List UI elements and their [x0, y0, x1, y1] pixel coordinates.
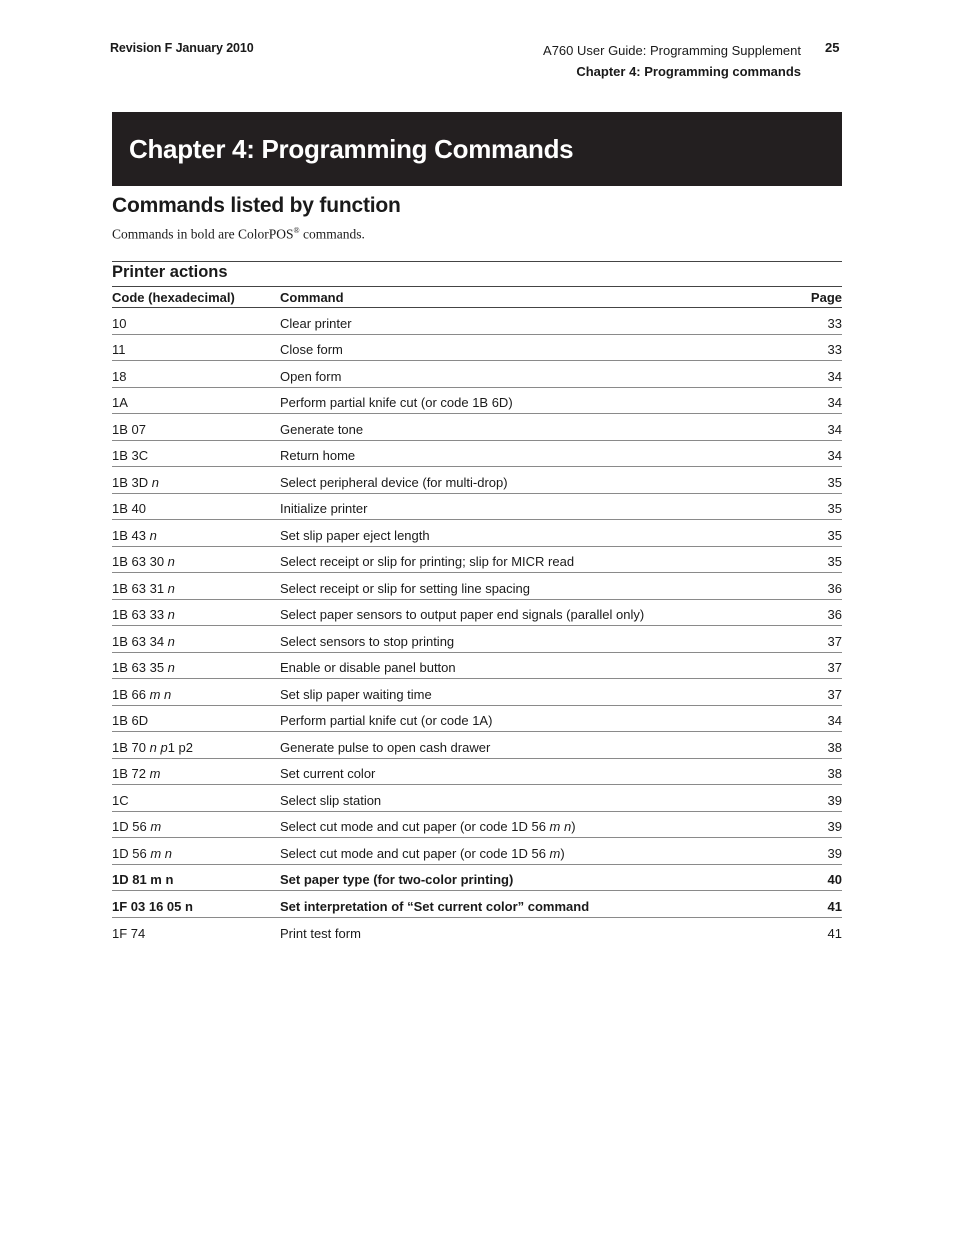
page-cell: 37	[782, 679, 842, 706]
page-cell: 34	[782, 440, 842, 467]
command-argument: m n	[549, 819, 572, 834]
code-cell	[112, 493, 280, 520]
table-row	[112, 493, 842, 520]
code-text: 1B 63 30	[112, 554, 165, 569]
command-cell	[280, 387, 782, 414]
code-cell	[112, 626, 280, 653]
page-cell: 39	[782, 811, 842, 838]
code-cell	[112, 546, 280, 573]
code-text: 1B 40	[112, 501, 146, 516]
page-cell: 37	[782, 626, 842, 653]
code-cell	[112, 838, 280, 865]
command-cell	[280, 732, 782, 759]
page-cell: 33	[782, 308, 842, 335]
code-argument: n	[167, 554, 175, 569]
code-cell	[112, 758, 280, 785]
table-row	[112, 361, 842, 388]
code-cell	[112, 467, 280, 494]
code-argument: n	[167, 660, 175, 675]
command-text: Select peripheral device (for multi-drop)	[280, 474, 508, 490]
page-number: 25	[825, 40, 840, 55]
command-cell	[280, 467, 782, 494]
table-row	[112, 440, 842, 467]
code-argument: n	[167, 580, 175, 596]
code-tail: 1 p2	[167, 739, 193, 755]
command-text: Perform partial knife cut (or code 1B 6D)	[280, 395, 513, 410]
code-argument: n	[151, 474, 159, 490]
command-text: Select cut mode and cut paper (or code 1D 56	[280, 819, 550, 834]
command-cell	[280, 599, 782, 626]
table-row	[112, 573, 842, 600]
code-argument: n	[167, 633, 175, 649]
table-header-row	[112, 287, 842, 308]
registered-mark: ®	[293, 226, 300, 235]
code-text: 11	[112, 342, 126, 357]
command-tail: )	[571, 819, 576, 834]
code-cell	[112, 440, 280, 467]
code-argument: n	[149, 527, 157, 543]
subsection-title: Printer actions	[112, 263, 228, 281]
code-text: 1B 70	[112, 739, 146, 755]
page-cell: 41	[782, 891, 842, 918]
table-row	[112, 599, 842, 626]
column-header-page: Page	[782, 287, 842, 308]
page-cell: 34	[782, 705, 842, 732]
code-text: 1F 03 16 05 n	[112, 898, 193, 914]
page-cell: 35	[782, 546, 842, 573]
page-cell: 34	[782, 361, 842, 388]
command-cell	[280, 811, 782, 838]
command-text: Select cut mode and cut paper (or code 1D 56	[280, 845, 550, 861]
command-text: Select receipt or slip for setting line spacing	[280, 580, 531, 596]
command-text: Open form	[280, 368, 342, 384]
command-text: Perform partial knife cut (or code 1A)	[280, 713, 493, 728]
command-cell	[280, 520, 782, 547]
command-tail: )	[560, 845, 565, 861]
code-cell	[112, 732, 280, 759]
command-cell	[280, 758, 782, 785]
code-text: 1B 63 31	[112, 580, 165, 596]
code-text: 18	[112, 368, 127, 384]
command-text: Select receipt or slip for printing; slip for MICR read	[280, 554, 575, 569]
page-cell: 35	[782, 520, 842, 547]
code-cell	[112, 599, 280, 626]
command-cell	[280, 864, 782, 891]
code-text: 1B 07	[112, 421, 146, 437]
command-text: Set slip paper eject length	[280, 527, 430, 543]
page-cell: 34	[782, 387, 842, 414]
commands-table	[112, 286, 842, 944]
code-cell	[112, 811, 280, 838]
chapter-banner	[112, 112, 842, 186]
command-cell	[280, 838, 782, 865]
code-text: 1B 63 35	[112, 660, 165, 675]
command-text: Select slip station	[280, 792, 382, 808]
command-text: Return home	[280, 448, 356, 463]
code-cell	[112, 334, 280, 361]
table-row	[112, 864, 842, 891]
table-row	[112, 917, 842, 944]
code-argument: m n	[149, 686, 172, 702]
code-argument: n	[167, 607, 175, 622]
code-text: 1D 56	[112, 845, 147, 861]
page-cell: 40	[782, 864, 842, 891]
code-cell	[112, 652, 280, 679]
table-row	[112, 811, 842, 838]
page-cell: 34	[782, 414, 842, 441]
command-text: Generate pulse to open cash drawer	[280, 739, 491, 755]
page-cell: 35	[782, 467, 842, 494]
code-cell	[112, 414, 280, 441]
command-text: Clear printer	[280, 315, 352, 331]
code-cell	[112, 573, 280, 600]
code-text: 1D 56	[112, 819, 147, 834]
code-text: 10	[112, 315, 127, 331]
command-cell	[280, 679, 782, 706]
header-chapter-ref: Chapter 4: Programming commands	[576, 64, 801, 79]
code-text: 1B 3D	[112, 474, 149, 490]
command-text: Close form	[280, 342, 343, 357]
command-text: Set current color	[280, 766, 376, 781]
code-cell	[112, 864, 280, 891]
page-cell: 35	[782, 493, 842, 520]
column-header-code: Code (hexadecimal)	[112, 287, 280, 308]
table-row	[112, 891, 842, 918]
chapter-title: Chapter 4: Programming Commands	[129, 133, 574, 164]
table-row	[112, 679, 842, 706]
command-cell	[280, 308, 782, 335]
table-row	[112, 520, 842, 547]
table-row	[112, 334, 842, 361]
intro-text: Commands in bold are ColorPOS	[112, 226, 294, 242]
page-cell: 38	[782, 732, 842, 759]
code-text: 1B 43	[112, 527, 146, 543]
command-text: Enable or disable panel button	[280, 660, 456, 675]
code-text: 1B 63 33	[112, 607, 165, 622]
subsection-rule	[112, 261, 842, 262]
table-row	[112, 705, 842, 732]
command-cell	[280, 891, 782, 918]
code-cell	[112, 361, 280, 388]
code-argument: m n	[150, 845, 172, 861]
code-cell	[112, 785, 280, 812]
command-text: Generate tone	[280, 421, 364, 437]
table-row	[112, 785, 842, 812]
command-text: Select paper sensors to output paper end signals (parallel only)	[280, 607, 645, 622]
table-row	[112, 414, 842, 441]
command-text: Set paper type (for two-color printing)	[280, 872, 514, 887]
page-cell: 36	[782, 599, 842, 626]
page-cell: 41	[827, 925, 842, 941]
table-row	[112, 758, 842, 785]
table-row	[112, 732, 842, 759]
page-cell: 38	[782, 758, 842, 785]
code-cell	[112, 308, 280, 335]
code-text: 1A	[112, 395, 128, 410]
code-argument: n p	[149, 739, 168, 755]
code-cell	[112, 705, 280, 732]
code-cell	[112, 679, 280, 706]
table-row	[112, 838, 842, 865]
code-cell	[112, 520, 280, 547]
code-text: 1B 66	[112, 686, 146, 702]
command-cell	[280, 493, 782, 520]
code-text: 1D 81 m n	[112, 872, 174, 887]
command-cell	[280, 546, 782, 573]
table-row	[112, 308, 842, 335]
code-text: 1B 72	[112, 766, 146, 781]
code-cell	[112, 387, 280, 414]
intro-text-end: commands.	[299, 226, 365, 242]
page-cell: 36	[782, 573, 842, 600]
header-doc-title: A760 User Guide: Programming Supplement	[543, 43, 801, 58]
page-cell: 33	[782, 334, 842, 361]
code-text: 1C	[112, 792, 129, 808]
table-row	[112, 467, 842, 494]
column-header-command: Command	[280, 287, 782, 308]
table-row	[112, 626, 842, 653]
table-row	[112, 546, 842, 573]
command-text: Set slip paper waiting time	[280, 686, 432, 702]
command-cell	[280, 414, 782, 441]
command-cell	[280, 361, 782, 388]
code-cell	[112, 891, 280, 918]
command-text: Print test form	[280, 925, 361, 941]
page-cell: 37	[782, 652, 842, 679]
code-cell	[112, 917, 280, 944]
command-cell	[280, 652, 782, 679]
code-text: 1B 63 34	[112, 633, 165, 649]
command-text: Set interpretation of “Set current color” command	[280, 898, 590, 914]
header-revision: Revision F January 2010	[110, 41, 254, 55]
page-cell: 39	[782, 838, 842, 865]
table-row	[112, 387, 842, 414]
command-text: Initialize printer	[280, 501, 368, 516]
command-cell	[280, 917, 782, 944]
page-cell: 39	[782, 785, 842, 812]
command-text: Select sensors to stop printing	[280, 633, 455, 649]
code-text: 1B 3C	[112, 448, 149, 463]
command-cell	[280, 785, 782, 812]
command-cell	[280, 705, 782, 732]
header-doc-info	[543, 40, 801, 82]
command-cell	[280, 334, 782, 361]
command-cell	[280, 626, 782, 653]
code-argument: m	[149, 766, 161, 781]
code-text: 1B 6D	[112, 713, 149, 728]
section-title: Commands listed by function	[112, 194, 401, 217]
code-text: 1F 74	[112, 925, 146, 941]
code-argument: m	[150, 819, 162, 834]
table-row	[112, 652, 842, 679]
section-intro	[112, 226, 365, 243]
command-cell	[280, 440, 782, 467]
command-argument: m	[549, 845, 561, 861]
command-cell	[280, 573, 782, 600]
